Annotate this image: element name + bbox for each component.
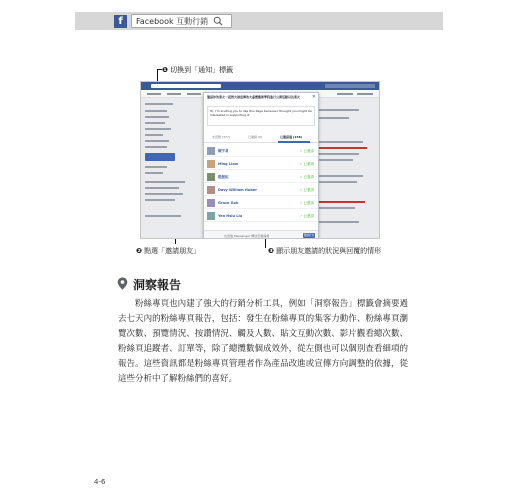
friend-name: Ming Liaw <box>218 162 238 166</box>
friend-name: Davy William Huber <box>218 188 257 192</box>
header-search-box <box>131 14 232 28</box>
checkmark-icon: ✓ <box>299 201 303 205</box>
invite-message-box: Hi, I'm inviting you to like this Page because I thought you might be interested in supporting it. <box>207 106 315 126</box>
friend-row <box>204 158 318 170</box>
invite-status-label: 已邀請 <box>303 175 314 179</box>
page-right-sidebar <box>319 101 377 235</box>
body-paragraph: 粉絲專頁也內建了強大的行銷分析工具，例如「洞察報告」標籤會摘要過去七天內的粉絲專頁報告，包括：發生在粉絲專頁的集客力動作、粉絲專頁瀏覽次數、預覽情況、按讚情況、觸及人數、貼文互動次數、影片觀看總次數、粉絲頁追蹤者、訂單等，除了總攬數個成效外，從左側也可以個別查看細項的報告。這些資訊都是粉絲專頁管理者作為產品改進或宣傳方向調整的依據，從這些分析中了解粉絲們的喜好。 <box>118 299 408 384</box>
invite-friends-dialog <box>203 92 319 239</box>
invite-status-label: 已邀請 <box>303 214 314 218</box>
friend-name: Yen Hsiu Liu <box>218 214 243 218</box>
callout-2: ❷ 點選「邀請朋友」 <box>136 247 201 255</box>
invite-status-label: 已邀請 <box>303 149 314 153</box>
callout-1: ❶ 切換到「通知」標籤 <box>162 66 234 74</box>
facebook-page-screenshot <box>140 81 380 239</box>
page-number: 4-6 <box>94 478 106 486</box>
invite-status <box>300 214 314 219</box>
avatar <box>207 186 215 194</box>
section-title: 洞察報告 <box>133 278 182 292</box>
friend-row <box>204 145 318 157</box>
dialog-title: 邀請你的朋友一起對大肆宣傳的大嘉寶藝術學院進行公開活動以告朋友 <box>207 95 301 99</box>
close-icon: ✕ <box>311 94 316 100</box>
dialog-footer <box>204 230 318 239</box>
book-title: Facebook 互動行銷 <box>136 17 209 26</box>
page-left-sidebar <box>145 101 201 235</box>
invite-status <box>300 201 314 206</box>
friend-row <box>204 197 318 209</box>
facebook-top-links <box>325 84 375 88</box>
checkmark-icon: ✓ <box>299 214 303 218</box>
facebook-search-bar <box>151 84 221 88</box>
tab-not-responded: 未回應 (377) <box>212 135 231 139</box>
send-invite-button: 邀請好友 <box>303 234 315 237</box>
avatar <box>207 212 215 220</box>
tab-invited: 已邀請 (0) <box>248 135 263 139</box>
invite-status-label: 已邀請 <box>303 201 314 205</box>
checkmark-icon: ✓ <box>299 162 303 166</box>
invite-status <box>300 162 314 167</box>
friend-row <box>204 171 318 183</box>
friend-row <box>204 210 318 222</box>
running-header <box>75 12 443 30</box>
callout-1-leader-tick <box>157 69 162 70</box>
avatar <box>207 147 215 155</box>
active-tab-indicator <box>278 141 310 143</box>
location-pin-icon <box>117 277 128 290</box>
invite-status-label: 已邀請 <box>303 162 314 166</box>
friend-name: 陳宇君 <box>218 149 229 153</box>
avatar <box>207 160 215 168</box>
search-icon <box>213 16 223 26</box>
checkmark-icon: ✓ <box>299 188 303 192</box>
callout-3: ❸ 顯示朋友邀請的狀況與回覆的情形 <box>268 247 382 255</box>
facebook-top-bar <box>141 82 379 90</box>
avatar <box>207 199 215 207</box>
tab-already-invited: 已邀請過 (158) <box>280 135 303 139</box>
messenger-note: 也透過 Messenger 傳送至邀請函 <box>224 234 270 238</box>
avatar <box>207 173 215 181</box>
checkmark-icon: ✓ <box>299 149 303 153</box>
friend-name: Grace Goh <box>218 201 239 205</box>
promote-button <box>145 153 175 161</box>
friend-row <box>204 184 318 196</box>
invite-status-label: 已邀請 <box>303 188 314 192</box>
friend-name: 趙振佑 <box>218 175 229 179</box>
checkmark-icon: ✓ <box>299 175 303 179</box>
facebook-logo-icon: f <box>114 15 127 28</box>
invite-status <box>300 175 314 180</box>
invite-status <box>300 149 314 154</box>
invite-status <box>300 188 314 193</box>
invite-tabs <box>204 133 318 143</box>
